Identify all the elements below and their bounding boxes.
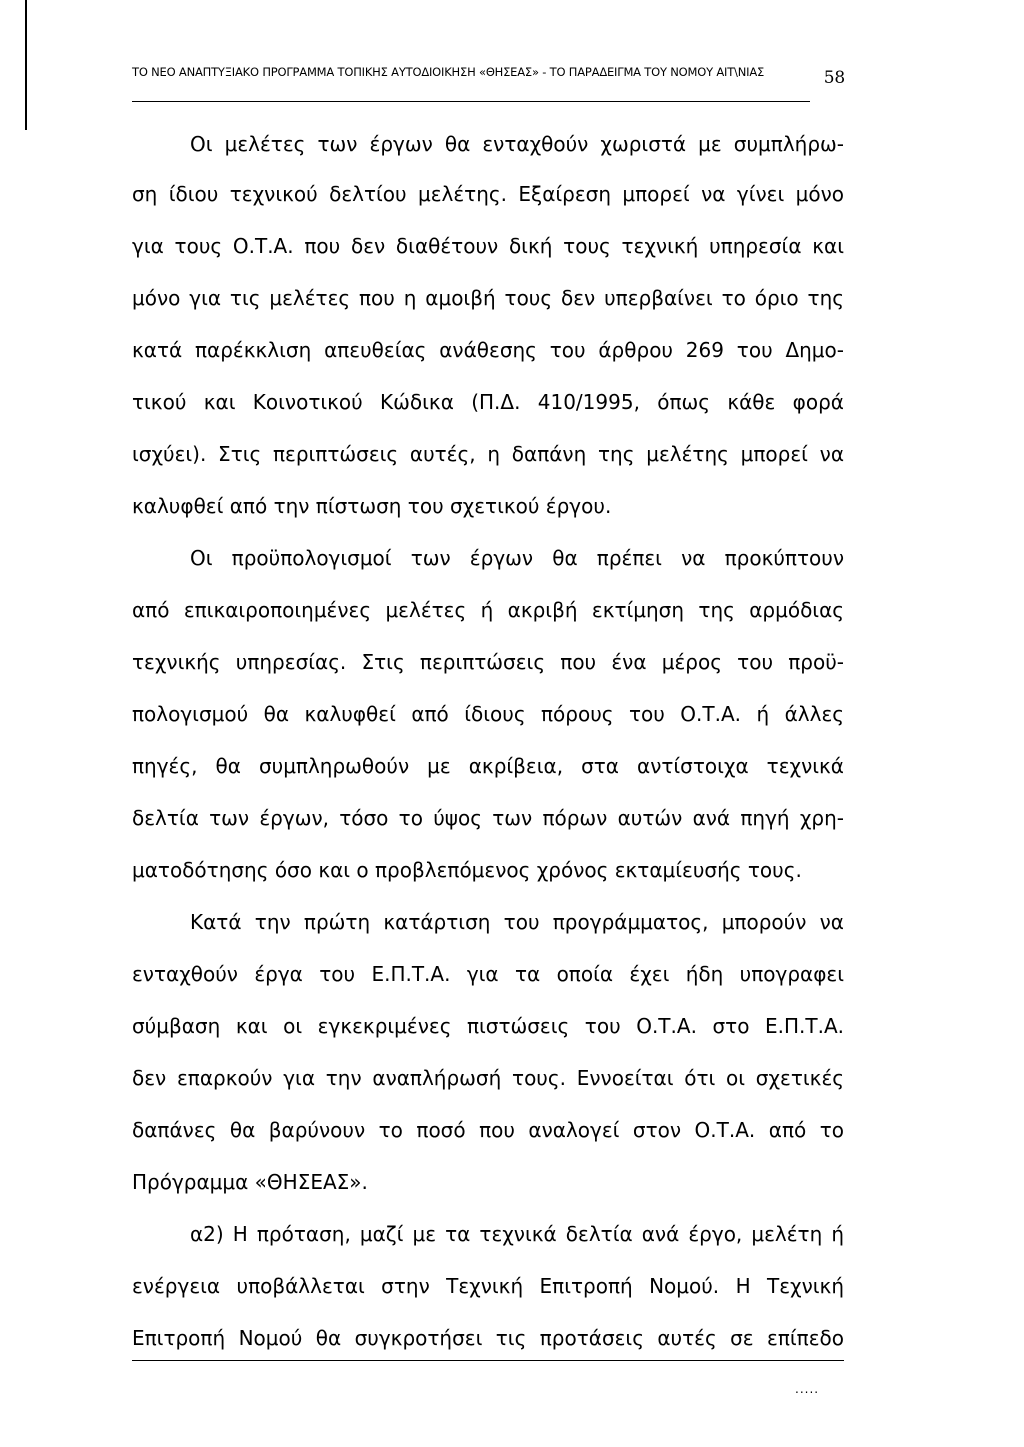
text-line: πηγές, θα συμπληρωθούν με ακρίβεια, στα αντίστοιχα τεχνικά [132, 754, 844, 778]
text-line: δεν επαρκούν για την αναπλήρωσή τους. Εννοείται ότι οι σχετικές [132, 1066, 844, 1090]
header-rule [132, 101, 810, 102]
text-line: καλυφθεί από την πίστωση του σχετικού έργου. [132, 494, 612, 518]
text-line: Κατά την πρώτη κατάρτιση του προγράμματος, μπορούν να [190, 910, 844, 934]
text-line: Οι μελέτες των έργων θα ενταχθούν χωριστά με συμπλήρω- [190, 132, 844, 156]
running-title: ΤΟ ΝΕΟ ΑΝΑΠΤΥΞΙΑΚΟ ΠΡΟΓΡΑΜΜΑ ΤΟΠΙΚΗΣ ΑΥΤΟΔΙΟΙΚΗΣΗ «ΘΗΣΕΑΣ» - ΤΟ ΠΑΡΑΔΕΙΓΜΑ ΤΟΥ ΝΟΜΟΥ ΑΙΤ\ΝΙΑΣ [132, 65, 765, 79]
text-line: Επιτροπή Νομού θα συγκροτήσει τις προτάσεις αυτές σε επίπεδο [132, 1326, 844, 1350]
text-line: δελτία των έργων, τόσο το ύψος των πόρων αυτών ανά πηγή χρη- [132, 806, 844, 830]
text-line: τεχνικής υπηρεσίας. Στις περιπτώσεις που ένα μέρος του προϋ- [132, 650, 844, 674]
text-line: για τους Ο.Τ.Α. που δεν διαθέτουν δική τους τεχνική υπηρεσία και [132, 234, 844, 258]
text-line: ισχύει). Στις περιπτώσεις αυτές, η δαπάνη της μελέτης μπορεί να [132, 442, 844, 466]
text-line: σύμβαση και οι εγκεκριμένες πιστώσεις του Ο.Τ.Α. στο Ε.Π.Τ.Α. [132, 1014, 844, 1038]
footer-dots: ..... [795, 1382, 820, 1396]
text-line: κατά παρέκκλιση απευθείας ανάθεσης του άρθρου 269 του Δημο- [132, 338, 844, 362]
text-line: ματοδότησης όσο και ο προβλεπόμενος χρόνος εκταμίευσής τους. [132, 858, 802, 882]
text-line: ενταχθούν έργα του Ε.Π.Τ.Α. για τα οποία έχει ήδη υπογραφει [132, 962, 844, 986]
text-line: Πρόγραμμα «ΘΗΣΕΑΣ». [132, 1170, 368, 1194]
page-number: 58 [823, 68, 845, 88]
text-line: ση ίδιου τεχνικού δελτίου μελέτης. Εξαίρεση μπορεί να γίνει μόνο [132, 182, 844, 206]
text-line: πολογισμού θα καλυφθεί από ίδιους πόρους του Ο.Τ.Α. ή άλλες [132, 702, 844, 726]
text-line: μόνο για τις μελέτες που η αμοιβή τους δεν υπερβαίνει το όριο της [132, 286, 844, 310]
text-line: από επικαιροποιημένες μελέτες ή ακριβή εκτίμηση της αρμόδιας [132, 598, 844, 622]
scan-edge-line [25, 0, 27, 130]
text-line: ενέργεια υποβάλλεται στην Τεχνική Επιτροπή Νομού. Η Τεχνική [132, 1274, 844, 1298]
running-header [132, 64, 845, 88]
text-line: δαπάνες θα βαρύνουν το ποσό που αναλογεί στον Ο.Τ.Α. από το [132, 1118, 844, 1142]
footer-rule [132, 1360, 844, 1361]
text-line: τικού και Κοινοτικού Κώδικα (Π.Δ. 410/1995, όπως κάθε φορά [132, 390, 844, 414]
text-line: Οι προϋπολογισμοί των έργων θα πρέπει να προκύπτουν [190, 546, 844, 570]
text-line: α2) Η πρόταση, μαζί με τα τεχνικά δελτία ανά έργο, μελέτη ή [190, 1222, 844, 1246]
